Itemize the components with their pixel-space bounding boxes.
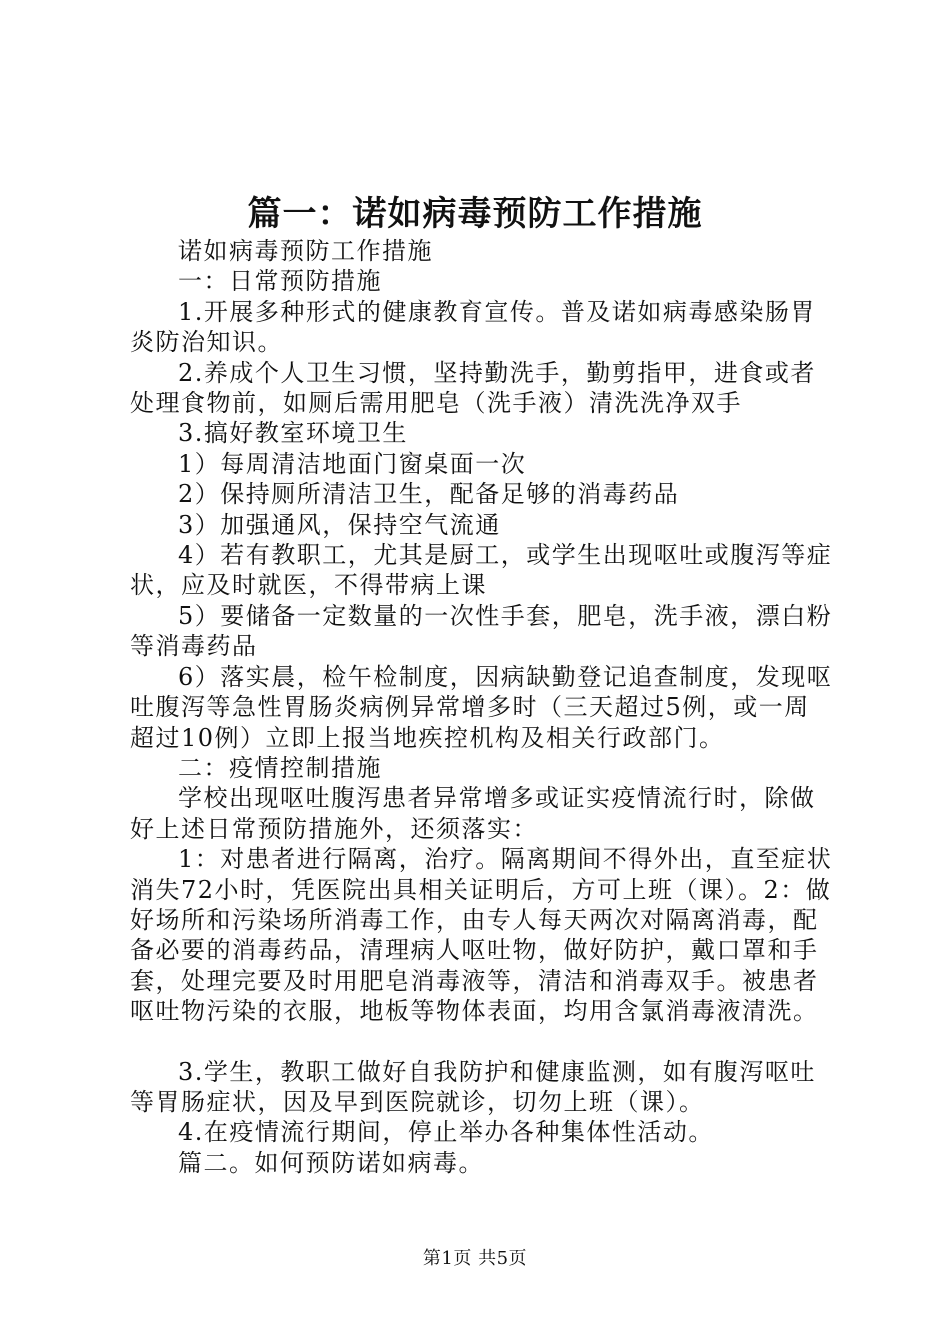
paragraph: 3）加强通风，保持空气流通 (178, 510, 501, 539)
paragraph: 诺如病毒预防工作措施 (178, 237, 433, 265)
paragraph: 6）落实晨，检午检制度，因病缺勤登记追查制度，发现呕吐腹泻等急性胃肠炎病例异常增多时（三天超过5例，或一周超过10例）立即上报当地疾控机构及相关行政部门。 (130, 662, 833, 752)
paragraph: 篇二。如何预防诺如病毒。 (178, 1148, 484, 1177)
paragraph: 3.学生，教职工做好自我防护和健康监测，如有腹泻呕吐等胃肠症状，因及早到医院就诊，切勿上班（课）。 (130, 1057, 816, 1116)
paragraph: 5）要储备一定数量的一次性手套，肥皂，洗手液，漂白粉等消毒药品 (130, 601, 833, 661)
section-heading: 二：疫情控制措施 (178, 753, 382, 782)
paragraph: 1.开展多种形式的健康教育宣传。普及诺如病毒感染肠胃炎防治知识。 (130, 297, 816, 357)
paragraph: 2）保持厕所清洁卫生，配备足够的消毒药品 (178, 480, 680, 509)
paragraph: 1）每周清洁地面门窗桌面一次 (178, 449, 527, 478)
paragraph: 4）若有教职工，尤其是厨工，或学生出现呕吐或腹泻等症状，应及时就医，不得带病上课 (130, 541, 833, 600)
paragraph: 3.搞好教室环境卫生 (178, 419, 408, 448)
document-title: 篇一：诺如病毒预防工作措施 (247, 194, 703, 234)
paragraph-gap (130, 1027, 835, 1057)
paragraph: 2.养成个人卫生习惯，坚持勤洗手，勤剪指甲，进食或者处理食物前，如厕后需用肥皂（洗手液）清洗洗净双手 (130, 358, 816, 418)
paragraph: 学校出现呕吐腹泻患者异常增多或证实疫情流行时，除做好上述日常预防措施外，还须落实： (130, 784, 816, 843)
paragraph: 4.在疫情流行期间，停止举办各种集体性活动。 (178, 1118, 714, 1147)
page-footer: 第1页 共5页 (422, 1248, 528, 1269)
document-body (130, 236, 835, 1178)
paragraph: 1：对患者进行隔离，治疗。隔离期间不得外出，直至症状消失72小时，凭医院出具相关证明后，方可上班（课）。2：做好场所和污染场所消毒工作，由专人每天两次对隔离消毒，配备必要的消毒药品，清理病人呕吐物，做好防护，戴口罩和手套，处理完要及时用肥皂消毒液等，清洁和消毒双手。被患者呕吐物污染的衣服，地板等物体表面，均用含氯消毒液清洗。 (130, 845, 833, 1026)
section-heading: 一：日常预防措施 (178, 267, 382, 296)
